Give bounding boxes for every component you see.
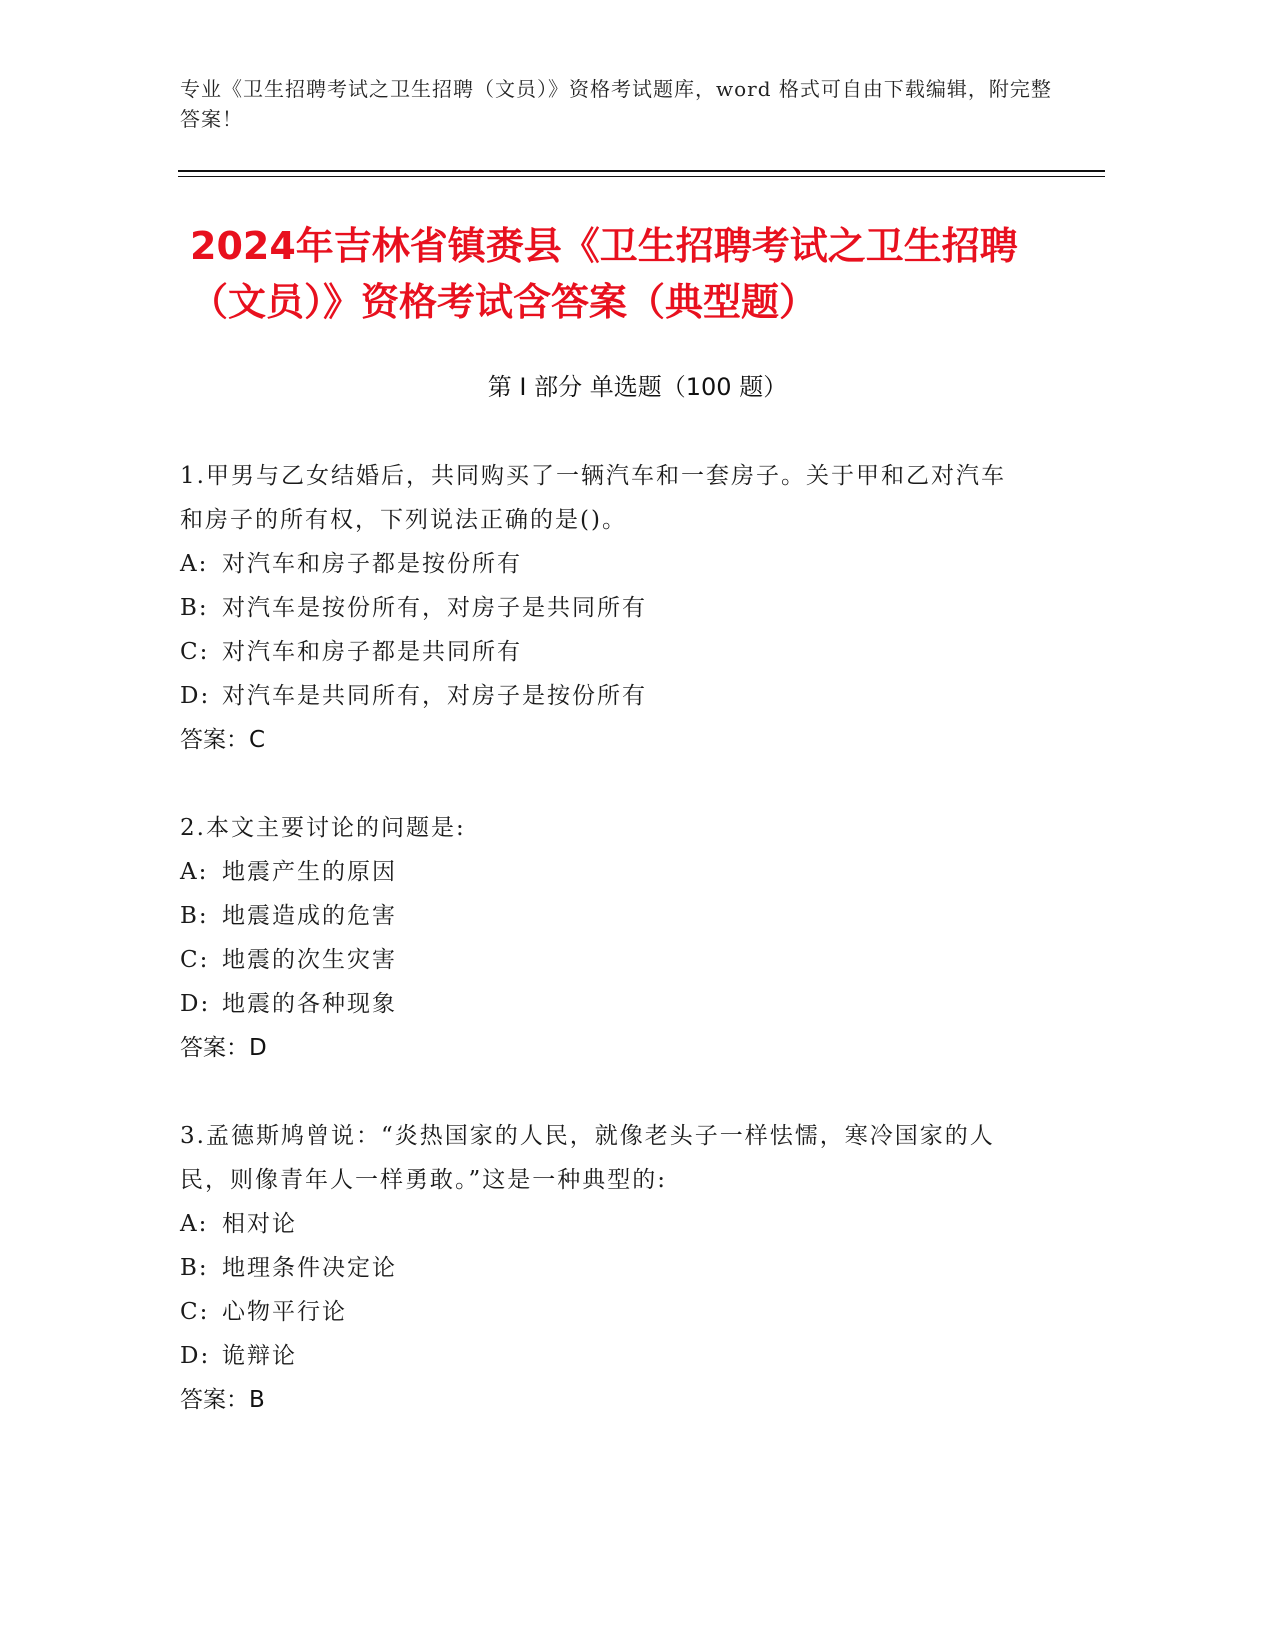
question-text: 3.孟德斯鸠曾说：“炎热国家的人民，就像老头子一样怯懦，寒冷国家的人民，则像青年人一样勇敢。”这是一种典型的: [180, 1123, 995, 1193]
option-b [180, 1246, 1030, 1290]
option-text: 相对论 [222, 1211, 297, 1237]
option-letter: A: [180, 1211, 209, 1237]
option-letter: A: [180, 551, 209, 577]
option-text: 地理条件决定论 [222, 1255, 397, 1281]
option-letter: C: [180, 947, 210, 973]
answer-line [180, 1378, 1030, 1422]
option-text: 地震的次生灾害 [222, 947, 397, 973]
question-text: 2.本文主要讨论的问题是: [180, 815, 466, 841]
option-letter: C: [180, 639, 210, 665]
question-text: 1.甲男与乙女结婚后，共同购买了一辆汽车和一套房子。关于甲和乙对汽车和房子的所有权，下列说法正确的是()。 [180, 463, 1006, 533]
header-divider-thick [178, 170, 1105, 172]
option-c [180, 938, 1030, 982]
option-a [180, 850, 1030, 894]
document-title: 2024年吉林省镇赉县《卫生招聘考试之卫生招聘（文员）》资格考试含答案（典型题） [190, 224, 1018, 324]
option-letter: B: [180, 1255, 209, 1281]
question-1 [180, 454, 1030, 762]
option-b [180, 586, 1030, 630]
answer-line [180, 718, 1030, 762]
option-c [180, 630, 1030, 674]
question-2 [180, 806, 1030, 1070]
answer-value: C [249, 727, 266, 753]
option-letter: D: [180, 991, 211, 1017]
option-a [180, 1202, 1030, 1246]
option-letter: A: [180, 859, 209, 885]
option-text: 对汽车和房子都是共同所有 [222, 639, 522, 665]
option-letter: B: [180, 903, 209, 929]
answer-line [180, 1026, 1030, 1070]
option-text: 地震造成的危害 [222, 903, 397, 929]
header-divider-thin [178, 176, 1105, 177]
option-a [180, 542, 1030, 586]
option-text: 地震的各种现象 [222, 991, 397, 1017]
answer-prefix: 答案： [180, 1387, 249, 1413]
option-d [180, 674, 1030, 718]
section-title: 第 I 部分 单选题（100 题） [487, 373, 788, 401]
option-text: 对汽车是共同所有，对房子是按份所有 [222, 683, 647, 709]
answer-value: B [249, 1387, 265, 1413]
option-letter: D: [180, 683, 211, 709]
option-text: 诡辩论 [222, 1343, 297, 1369]
header-note: 专业《卫生招聘考试之卫生招聘（文员）》资格考试题库，word 格式可自由下载编辑，附完整答案！ [180, 77, 1052, 131]
option-letter: B: [180, 595, 209, 621]
answer-value: D [249, 1035, 267, 1061]
option-text: 地震产生的原因 [222, 859, 397, 885]
option-text: 心物平行论 [222, 1299, 347, 1325]
option-letter: C: [180, 1299, 210, 1325]
question-3 [180, 1114, 1030, 1422]
option-text: 对汽车是按份所有，对房子是共同所有 [222, 595, 647, 621]
answer-prefix: 答案： [180, 1035, 249, 1061]
option-c [180, 1290, 1030, 1334]
option-d [180, 982, 1030, 1026]
option-text: 对汽车和房子都是按份所有 [222, 551, 522, 577]
option-b [180, 894, 1030, 938]
option-letter: D: [180, 1343, 211, 1369]
answer-prefix: 答案： [180, 727, 249, 753]
question-list [180, 454, 1030, 1466]
option-d [180, 1334, 1030, 1378]
